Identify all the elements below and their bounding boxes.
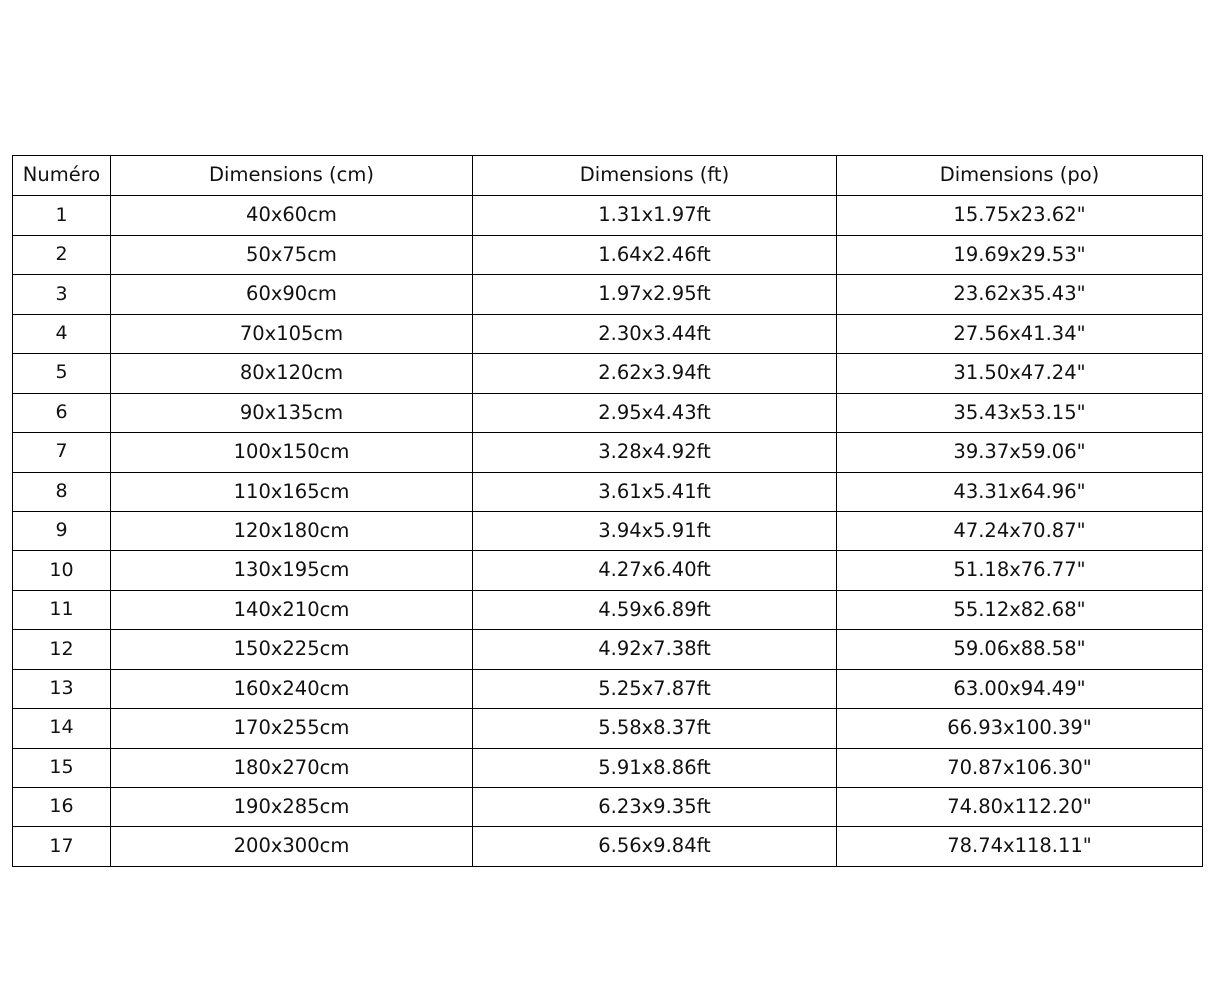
table-row	[13, 472, 1203, 511]
cell-dimensions-ft: 1.97x2.95ft	[473, 275, 837, 314]
table-row	[13, 393, 1203, 432]
cell-numero: 6	[13, 393, 111, 432]
cell-dimensions-po: 55.12x82.68"	[837, 590, 1203, 629]
table-row	[13, 511, 1203, 550]
cell-dimensions-po: 70.87x106.30"	[837, 748, 1203, 787]
cell-numero: 15	[13, 748, 111, 787]
cell-numero: 9	[13, 511, 111, 550]
cell-dimensions-po: 27.56x41.34"	[837, 314, 1203, 353]
cell-dimensions-ft: 3.28x4.92ft	[473, 433, 837, 472]
table-row	[13, 669, 1203, 708]
cell-dimensions-cm: 130x195cm	[111, 551, 473, 590]
cell-dimensions-po: 39.37x59.06"	[837, 433, 1203, 472]
cell-dimensions-ft: 1.31x1.97ft	[473, 196, 837, 235]
cell-dimensions-cm: 90x135cm	[111, 393, 473, 432]
table-header	[13, 156, 1203, 196]
cell-dimensions-po: 15.75x23.62"	[837, 196, 1203, 235]
cell-dimensions-ft: 4.27x6.40ft	[473, 551, 837, 590]
cell-dimensions-po: 19.69x29.53"	[837, 235, 1203, 274]
cell-dimensions-cm: 80x120cm	[111, 354, 473, 393]
table-row	[13, 275, 1203, 314]
cell-numero: 5	[13, 354, 111, 393]
cell-numero: 16	[13, 788, 111, 827]
cell-numero: 8	[13, 472, 111, 511]
table-row	[13, 433, 1203, 472]
cell-dimensions-po: 43.31x64.96"	[837, 472, 1203, 511]
cell-dimensions-cm: 180x270cm	[111, 748, 473, 787]
cell-dimensions-po: 23.62x35.43"	[837, 275, 1203, 314]
cell-dimensions-ft: 1.64x2.46ft	[473, 235, 837, 274]
cell-numero: 7	[13, 433, 111, 472]
table-header-row	[13, 156, 1203, 196]
cell-dimensions-ft: 6.56x9.84ft	[473, 827, 837, 866]
cell-dimensions-cm: 40x60cm	[111, 196, 473, 235]
cell-dimensions-cm: 100x150cm	[111, 433, 473, 472]
table-row	[13, 590, 1203, 629]
cell-dimensions-cm: 160x240cm	[111, 669, 473, 708]
cell-dimensions-ft: 3.61x5.41ft	[473, 472, 837, 511]
cell-dimensions-cm: 120x180cm	[111, 511, 473, 550]
dimensions-table	[12, 155, 1203, 867]
table-row	[13, 709, 1203, 748]
cell-dimensions-cm: 170x255cm	[111, 709, 473, 748]
cell-numero: 2	[13, 235, 111, 274]
cell-dimensions-cm: 140x210cm	[111, 590, 473, 629]
cell-dimensions-po: 59.06x88.58"	[837, 630, 1203, 669]
cell-dimensions-po: 78.74x118.11"	[837, 827, 1203, 866]
cell-dimensions-cm: 200x300cm	[111, 827, 473, 866]
cell-dimensions-po: 47.24x70.87"	[837, 511, 1203, 550]
cell-numero: 14	[13, 709, 111, 748]
cell-dimensions-ft: 2.95x4.43ft	[473, 393, 837, 432]
table-row	[13, 196, 1203, 235]
table-body	[13, 196, 1203, 866]
cell-dimensions-ft: 6.23x9.35ft	[473, 788, 837, 827]
cell-dimensions-po: 31.50x47.24"	[837, 354, 1203, 393]
cell-numero: 1	[13, 196, 111, 235]
cell-dimensions-cm: 60x90cm	[111, 275, 473, 314]
cell-dimensions-po: 35.43x53.15"	[837, 393, 1203, 432]
table-row	[13, 551, 1203, 590]
cell-dimensions-ft: 3.94x5.91ft	[473, 511, 837, 550]
cell-dimensions-po: 74.80x112.20"	[837, 788, 1203, 827]
cell-dimensions-ft: 2.62x3.94ft	[473, 354, 837, 393]
table-row	[13, 630, 1203, 669]
cell-dimensions-ft: 4.92x7.38ft	[473, 630, 837, 669]
cell-dimensions-cm: 50x75cm	[111, 235, 473, 274]
table-row	[13, 314, 1203, 353]
cell-dimensions-ft: 4.59x6.89ft	[473, 590, 837, 629]
cell-dimensions-cm: 110x165cm	[111, 472, 473, 511]
cell-dimensions-cm: 70x105cm	[111, 314, 473, 353]
cell-numero: 13	[13, 669, 111, 708]
cell-numero: 11	[13, 590, 111, 629]
cell-dimensions-po: 51.18x76.77"	[837, 551, 1203, 590]
column-header-numero: Numéro	[13, 156, 111, 196]
table-row	[13, 748, 1203, 787]
table-row	[13, 354, 1203, 393]
table-row	[13, 827, 1203, 866]
table-row	[13, 235, 1203, 274]
column-header-dimensions-cm: Dimensions (cm)	[111, 156, 473, 196]
cell-dimensions-po: 63.00x94.49"	[837, 669, 1203, 708]
dimensions-table-container	[12, 155, 1202, 867]
cell-dimensions-cm: 190x285cm	[111, 788, 473, 827]
cell-dimensions-ft: 5.91x8.86ft	[473, 748, 837, 787]
cell-dimensions-ft: 5.25x7.87ft	[473, 669, 837, 708]
cell-dimensions-ft: 2.30x3.44ft	[473, 314, 837, 353]
cell-dimensions-ft: 5.58x8.37ft	[473, 709, 837, 748]
cell-dimensions-cm: 150x225cm	[111, 630, 473, 669]
cell-numero: 10	[13, 551, 111, 590]
cell-dimensions-po: 66.93x100.39"	[837, 709, 1203, 748]
cell-numero: 4	[13, 314, 111, 353]
column-header-dimensions-po: Dimensions (po)	[837, 156, 1203, 196]
cell-numero: 3	[13, 275, 111, 314]
cell-numero: 12	[13, 630, 111, 669]
table-row	[13, 788, 1203, 827]
cell-numero: 17	[13, 827, 111, 866]
column-header-dimensions-ft: Dimensions (ft)	[473, 156, 837, 196]
